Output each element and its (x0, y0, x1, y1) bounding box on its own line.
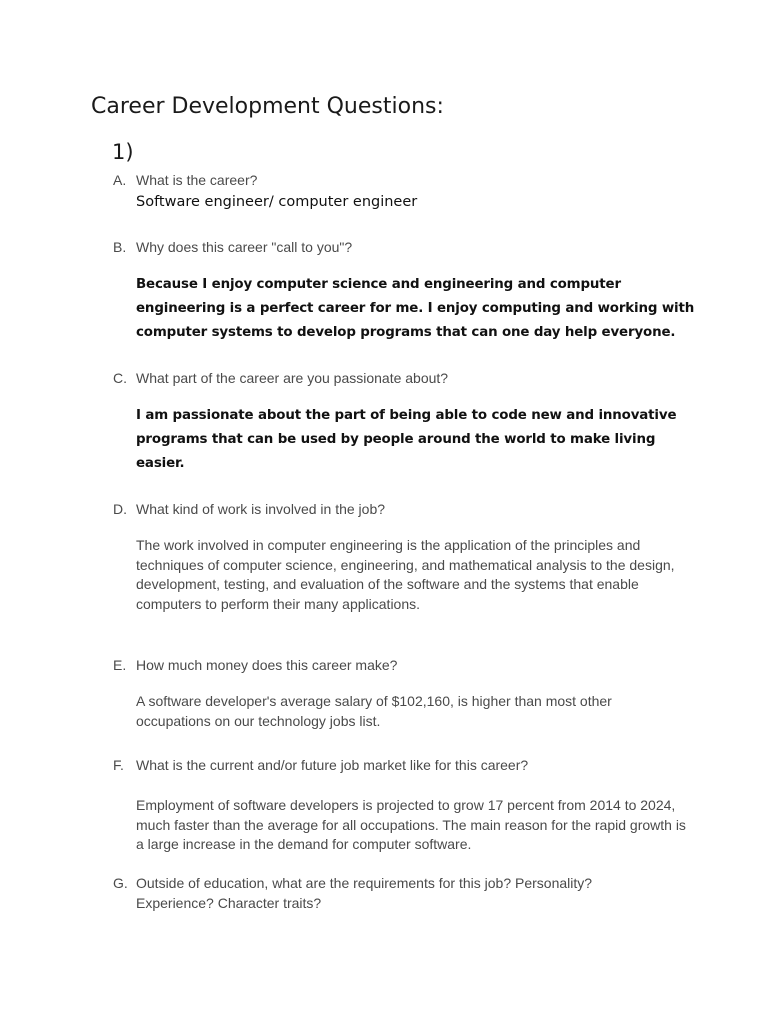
answer-d: The work involved in computer engineering is the application of the principles and techniques of computer science, engineering, and mathematical analysis to the design, development, testing, and evaluation of the software and the systems that enable computers to perform their many applications. (136, 537, 675, 612)
question-text: Outside of education, what are the requirements for this job? Personality? Experience? Character traits? (136, 875, 593, 911)
question-b (113, 238, 673, 258)
question-letter: E. (113, 657, 127, 673)
answer-f: Employment of software developers is projected to grow 17 percent from 2014 to 2024, much faster than the average for all occupations. The main reason for the rapid growth is a large increase in the demand for computer software. (136, 797, 686, 852)
question-g (113, 874, 643, 913)
question-text: What kind of work is involved in the job? (136, 501, 386, 517)
question-letter: C. (113, 370, 127, 386)
question-text: What is the current and/or future job market like for this career? (136, 757, 529, 773)
answer-e: A software developer's average salary of $102,160, is higher than most other occupations on our technology jobs list. (136, 693, 612, 729)
question-text: What is the career? (136, 172, 258, 188)
question-text: How much money does this career make? (136, 657, 398, 673)
question-text: What part of the career are you passionate about? (136, 370, 449, 386)
question-text: Why does this career "call to you"? (136, 239, 353, 255)
question-letter: B. (113, 239, 127, 255)
question-letter: G. (113, 875, 128, 891)
question-letter: A. (113, 172, 127, 188)
page-title: Career Development Questions: (91, 94, 444, 119)
question-c (113, 369, 673, 389)
answer-c: I am passionate about the part of being able to code new and innovative programs that can be used by people around the world to make living easier. (136, 408, 677, 471)
question-f (113, 756, 673, 776)
question-a (113, 171, 673, 191)
answer-b: Because I enjoy computer science and engineering and computer engineering is a perfect career for me. I enjoy computing and working with computer systems to develop programs that can one day help everyone. (136, 277, 695, 340)
question-e (113, 656, 673, 676)
question-d (113, 500, 673, 520)
question-letter: F. (113, 757, 124, 773)
question-letter: D. (113, 501, 127, 517)
section-number: 1) (112, 140, 134, 164)
answer-a: Software engineer/ computer engineer (136, 194, 418, 210)
